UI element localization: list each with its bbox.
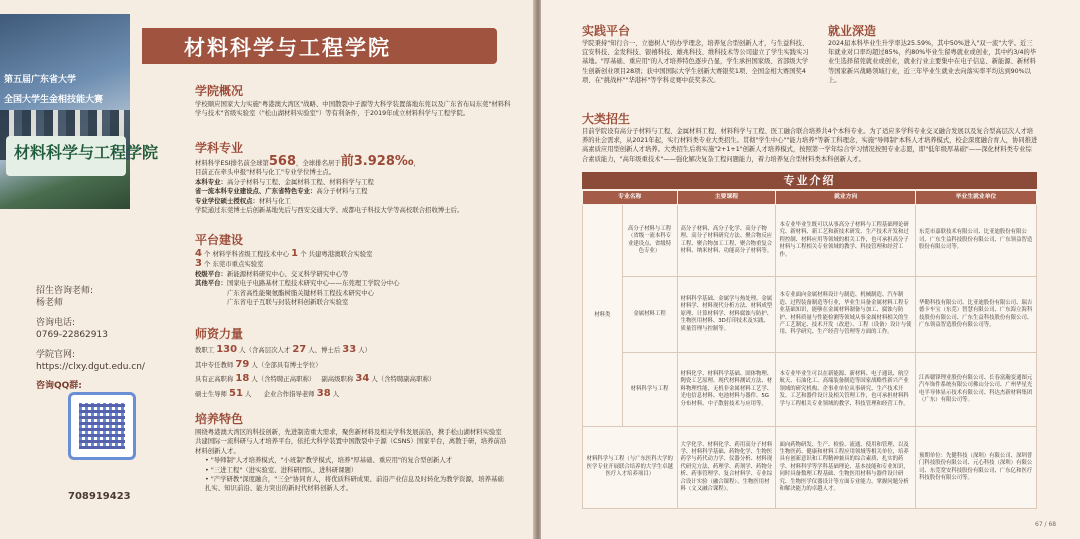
faculty-text: 人（全部具有博士学位） xyxy=(251,360,322,369)
contact-teacher: 杨老师 xyxy=(36,298,64,308)
table-row xyxy=(583,277,1037,353)
title-banner xyxy=(142,28,497,64)
section-heading: 平台建设 xyxy=(195,233,244,247)
group-cell: 材料类 xyxy=(583,205,623,427)
major-direction: 本专业毕业生既可以从事高分子材料与工程基础理论研究、新材料、新工艺和新技术研发、生产技术开发和过程控制、材料应用等领域的相关工作，也可承担高分子材料与工程相关专业领域的教学、科技管理和经营工作。 xyxy=(776,205,916,277)
platform-text: 新能源材料研究中心、交叉科学研究中心等 xyxy=(226,269,349,278)
feature-bullet: "导师制"人才培养模式，"小班制"教学模式，培养"厚基础、重应用"的复合型创新人才 xyxy=(210,456,453,465)
feature-section: 培养特色 围绕粤港澳大湾区的科技创新，先进制造重大需求，聚焦新材料及相关学科发展前沿，携手松山湖材料实验室共建国际一流科研与人才培养平台，依托大科学装置中国散裂中子源（CSNS）国家平台，离散于研，培养前沿材料创新人才。 • "导师制"人才培养模式，"小班制"教学模式，培养"厚基础、重应用"的复合型创新人才 • "三进工程"（进实验室、进科研团队、进科研课题） • "产学研教"深度融合，"三全"协同育人，将优质科研成果、前沿产业信息及时转化为教学资源，培养基础扎实、知识前沿、能力突出的新时代材料创新人才。 xyxy=(195,412,507,493)
platform-text: 广东省电子互联与封装材料创新联合实验室 xyxy=(227,298,349,307)
teacher-count: 79 xyxy=(235,358,250,370)
rank-text: ，全球排名居于 xyxy=(296,159,341,167)
staff-count: 130 xyxy=(216,344,238,355)
page-number: 67 / 68 xyxy=(1035,521,1057,528)
major-employer: 东莞市嘉联技术有限公司、比亚迪股份有限公司、广东生益科技股份有限公司、广东领益智造股份有限公司等。 xyxy=(916,205,1037,277)
qr-code[interactable] xyxy=(68,392,136,460)
major-name: 材料科学与工程（与广东医科大学的医学专业开展联合培养的大学生卓越医疗人才培养项目） xyxy=(583,427,678,509)
faculty-section xyxy=(195,327,515,401)
faculty-text: 人） xyxy=(358,346,372,354)
section-heading: 培养特色 xyxy=(195,412,244,426)
major-employer: 江西赣锋锂业股份有限公司、长春富瀚变通图元汽车饰件系统有限公司佛山分公司、广州华星光电半导体显示技术有限公司、科达杰新材料集团（广东）有限公司等。 xyxy=(916,353,1037,427)
doctoral-text: 目前正在牵头申报"材料与化工"专业学位博士点。 xyxy=(195,168,336,177)
table-row xyxy=(583,205,1037,277)
label: 其他平台： xyxy=(195,279,227,288)
qq-label: 咨询QQ群: xyxy=(36,381,82,391)
table-row xyxy=(583,353,1037,427)
label: 本科专业： xyxy=(195,177,227,186)
rank-text: ， xyxy=(413,159,420,167)
section-heading: 实践平台 xyxy=(582,24,631,38)
faculty-text: 教职工 xyxy=(195,346,215,354)
postdoc-count: 33 xyxy=(342,344,357,355)
faculty-text: 人 xyxy=(332,389,340,398)
masters-program: 材料与化工 xyxy=(258,196,291,205)
platform-text: 个 东莞市重点实验室 xyxy=(204,260,264,269)
count: 1 xyxy=(291,248,299,259)
admission-section xyxy=(582,112,1038,164)
talent-count: 27 xyxy=(292,344,307,355)
undergrad-majors: 高分子材料与工程、金属材料工程、材料科学与工程 xyxy=(226,177,374,186)
photo-flag-text: 材料科学与工程学院 xyxy=(14,143,159,162)
faculty-text: 人（含高层次人才 xyxy=(239,346,291,354)
featured-major: 高分子材料与工程 xyxy=(316,187,368,196)
esi-percent: 前3.928‰ xyxy=(340,154,414,169)
mentor-count: 38 xyxy=(316,387,331,399)
section-heading: 大类招生 xyxy=(582,112,631,126)
overview-text: 学校顺应国家大力实施"粤港澳大湾区"战略、中国散裂中子源等大科学装置落地东莞以及广东省布局东莞"材料科学与技术"省级实验室（"松山湖材料实验室"）等有利条件，于2019年成立材料科学与工程学院。 xyxy=(195,100,511,118)
section-heading: 学院概况 xyxy=(195,84,244,98)
count: 4 xyxy=(195,248,202,259)
supervisor-count: 51 xyxy=(229,387,243,399)
practice-section xyxy=(582,24,812,85)
qr-pattern xyxy=(79,403,125,449)
feature-bullet: "产学研教"深度融合，"三全"协同育人，将优质科研成果、前沿产业信息及时转化为教学资源，培养基础扎实、知识前沿、能力突出的新时代材料创新人才。 xyxy=(205,475,504,493)
qq-number: 708919423 xyxy=(68,491,131,502)
overview-section xyxy=(195,84,515,119)
label: 校级平台： xyxy=(195,269,227,278)
faculty-text: 人（含特聘正高职称） xyxy=(251,375,316,383)
page-title: 材料科学与工程学院 xyxy=(184,36,391,60)
faculty-text: 硕士生导师 xyxy=(195,389,227,398)
major-courses: 大学化学、材料化学、药用高分子材料学、材料科学基础、药物化学、生物医药学与药代动力学、仪器分析、材料现代研究方法、药理学、药剂学、药物分析、药事管理学、复合材料学、专业综合设计实验（融合课程）、生物医用材料（文又融合课程）。 xyxy=(677,427,776,509)
employment-section xyxy=(828,24,1038,85)
employment-text: 2024届本科毕业生升学率达25.59%，其中50%进入"双一流"大学。近三年就业对口率均超过85%，约80%毕业生留粤就业或创业，其中约3/4的毕业生选择留莞就业或创业，就业行业主要集中在电子信息、新能源、新材料等国家新兴战略领域行业，近三年毕业生就业去向落实率平均达到90%以上。 xyxy=(828,40,1037,84)
professor-count: 18 xyxy=(235,373,250,384)
major-name: 高分子材料与工程（省级一流本科专业建设点、省级特色专业） xyxy=(622,205,677,277)
section-heading: 学科专业 xyxy=(195,141,244,155)
label: 专业学位硕士授权点： xyxy=(195,196,259,205)
major-direction: 本专业面向金属材料设计与制造、机械制造、汽车制造、过程装备制造等行业，毕业生具备金属材料工程专业基础知识，能够在金属材料制备与加工、腐蚀与防护、材料质量与性能检测等领域从事金属材料相关的生产工艺制定、技术开发（改进）、工程（设备）设计与使用、科学研究、生产经营与管理等方面的工作。 xyxy=(776,277,916,353)
platform-text: 国家电子电路基材工程技术研究中心——东莞理工学院分中心 xyxy=(226,279,400,288)
left-page xyxy=(0,0,535,539)
contact-info xyxy=(36,285,156,373)
major-direction: 面向药物研发、生产、检验、流通、使用和管理、以及生物医药、健康和材料工程应用领域等相关单位，培养具有创新意识和工程精神兼具的综合素质、扎实的药学、材料科学等学科基础理论、基本技能和专业知识，同时具备数理工程基础、生物医用材料与器件设计研究、生物医学仪器设计等方面专业能力，掌握问题分析和解决能力的卓越人才。 xyxy=(776,427,916,509)
major-employer: 华勤科技有限公司、比亚迪股份有限公司、瑞吉德卡车宝（东莞）智慧有限公司、广东海立海科技股份有限公司、广东生益科技股份有限公司、广东领益智造股份有限公司等。 xyxy=(916,277,1037,353)
practice-text: 学院秉持"知行合一、立德树人"的办学理念，培养复合型创新人才，与生益科技、宜安科技、金发科技、银禧科技、雄兆科技、维科技术等公司建立了学生实践实习基地。"厚基础、重应用"的人才培养特色逐步凸显，学生承担国家级、省部级大学生创新创业项目28项；获中国国际大学生创新大赛银奖1项、全国金相大赛国奖4项、在"挑战杯""华港杯"等学科竞赛中获奖多次。 xyxy=(582,40,809,84)
faculty-text: 人、博士后 xyxy=(308,346,341,354)
table-row xyxy=(583,427,1037,509)
table-header-row xyxy=(583,191,1037,205)
faculty-text: 人（含特聘副高职称） xyxy=(371,375,436,383)
major-courses: 高分子材料、高分子化学、高分子物理、高分子材料研究方法、聚合物反应工程、聚合物加工工程、聚合物重复合材料、纳米材料、功能高分子材料等。 xyxy=(677,205,776,277)
feature-text: 围绕粤港澳大湾区的科技创新，先进制造重大需求，聚焦新材料及相关学科发展前沿，携手松山湖材料实验室共建国际一流科研与人才培养平台，依托大科学装置中国散裂中子源（CSNS）国家平台，离散于研，培养前沿材料创新人才。 xyxy=(195,428,507,455)
count: 3 xyxy=(195,258,202,270)
feature-bullet: "三进工程"（进实验室、进科研团队、进科研课题） xyxy=(210,465,358,474)
header-cell: 专业名称 xyxy=(583,191,678,205)
faculty-text: 人 xyxy=(244,389,252,398)
label: 省一流本科专业建设点、广东省特色专业： xyxy=(195,187,317,196)
photo-banner: 第五届广东省大学 xyxy=(4,75,77,85)
major-name: 金属材料工程 xyxy=(622,277,677,353)
photo-banner: 全国大学生金相技能大赛 xyxy=(4,95,104,105)
faculty-text: 具有正高职称 xyxy=(195,375,234,383)
faculty-text: 企业合作指导老师 xyxy=(263,389,315,398)
assoc-count: 34 xyxy=(355,373,370,384)
major-courses: 材料化学、材料科学基础、固体物理、陶瓷工艺原理、现代材料测试方法、材料物理性能、无机非金属材料工艺学、光电信息材料、电池材料与器件、5G分布材料、中子散射技术与应用等。 xyxy=(677,353,776,427)
major-direction: 本专业毕业生可以在新能源、新材料、电子通讯、航空航天、石油化工、高端装备制造等国家战略性新兴产业领域的研究机构、企事业单位从事研究、生产技术开发、工艺和器件设计及相关管理工作，也可承担材料科学与工程相关专业领域的教学、科技管理和经营工作。 xyxy=(776,353,916,427)
esi-rank: 568 xyxy=(268,154,297,169)
header-cell: 主要课程 xyxy=(677,191,776,205)
contact-teacher-label: 招生咨询老师: xyxy=(36,286,94,296)
header-cell: 毕业生就业单位 xyxy=(916,191,1037,205)
faculty-text: 副高级职称 xyxy=(321,375,354,383)
section-heading: 师资力量 xyxy=(195,327,244,341)
faculty-text: 其中专任教师 xyxy=(195,360,234,369)
major-courses: 材料科学基础、金属学与热处理、金属材料学、材料现代分析方法、材料成型原理、计算材料学、材料腐蚀与防护、生物医用材料、3D打印技术及实践、质量管理与控制等。 xyxy=(677,277,776,353)
platform-section xyxy=(195,233,515,307)
platform-text: 个 材料学科省级工程技术中心 xyxy=(204,250,290,258)
postdoc-text: 学院通过东莞博士后创新基地先后与西安交通大学、成都电子科技大学等高校联合招收博士后。 xyxy=(195,206,464,215)
competition-photo xyxy=(0,14,159,209)
rank-text: 材料科学ESI排名前全球第 xyxy=(195,159,269,167)
contact-site-label: 学院官网: xyxy=(36,350,76,360)
admission-text: 目前学院设有高分子材料与工程、金属材料工程、材料科学与工程、医工融合联合培养共4个本科专业。为了适应多学科专业交叉融合发展以及复合型高层次人才培养的社会需求，从2021年起，实行材料类专业大类招生。贯彻"学生中心""能力培养"等新工科理念，实施"导师制"本科人才培养模式，校企深度融合育人，协同推进高素质应用型创新人才培养。大类招生后将实施"2+1+1"创新人才培养模式，按照第一学年综合学习情况按照专业志愿，即"低年级厚基础"——深化材料类专业综合素质能力，"高年级重技术"——强化解决复杂工程问题能力，着力培养复合型材料类本科创新人才。 xyxy=(582,128,1038,163)
majors-table xyxy=(582,190,1037,509)
contact-phone[interactable]: 0769-22862913 xyxy=(36,330,108,340)
major-employer: 预期单位：先健科技（深圳）有限公司、深圳普门科技股份有限公司、元心科技（深圳）有限公司、东莞宽安科技股份有限公司、广东亿和医疗科技股份有限公司等。 xyxy=(916,427,1037,509)
majors-title: 专业介绍 xyxy=(582,172,1037,189)
section-heading: 就业深造 xyxy=(828,24,877,38)
contact-phone-label: 咨询电话: xyxy=(36,318,76,328)
major-name: 材料科学与工程 xyxy=(622,353,677,427)
discipline-section xyxy=(195,141,515,215)
platform-text: 广东省高性能聚氨酯树脂关键材料工程技术研究中心 xyxy=(227,288,374,297)
platform-text: 个 共建粤港澳联合实验室 xyxy=(300,250,373,258)
header-cell: 就业方向 xyxy=(776,191,916,205)
contact-site-link[interactable]: https://clxy.dgut.edu.cn/ xyxy=(36,362,145,372)
